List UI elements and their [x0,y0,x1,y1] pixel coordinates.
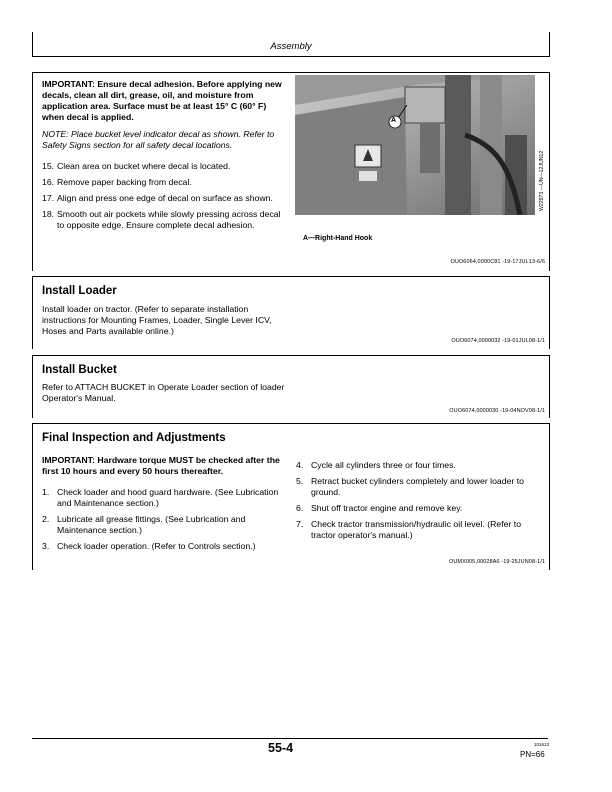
step-text: Clean area on bucket where decal is located. [57,161,231,171]
final-step [42,487,282,509]
final-inspection-title: Final Inspection and Adjustments [42,432,226,444]
step-text: Lubricate all grease fittings. (See Lubrication and Maintenance section.) [57,514,246,535]
final-step [296,503,536,514]
page-number: 55-4 [268,741,294,755]
step-number: 6. [296,503,304,513]
decal-step [42,209,282,231]
step-text: Check loader and hood guard hardware. (See Lubrication and Maintenance section.) [57,487,279,508]
footer-rule [32,738,548,739]
step-text: Cycle all cylinders three or four times. [311,460,456,470]
step-text: Check loader operation. (Refer to Controls section.) [57,541,256,551]
step-text: Align and press one edge of decal on surface as shown. [57,193,273,203]
final-important: IMPORTANT: Hardware torque MUST be checked after the first 10 hours and every 50 hours thereafter. [42,455,280,476]
final-step [296,460,536,471]
install-bucket-section [32,355,550,418]
final-left-steps [42,487,282,557]
step-text: Smooth out air pockets while slowly pressing across decal to opposite edge. Ensure complete decal adhesion. [57,209,281,230]
step-text: Remove paper backing from decal. [57,177,192,187]
final-right-steps [296,460,536,546]
footer-code: 101613 [534,742,550,747]
step-number: 5. [296,476,304,486]
step-number: 16. [42,177,55,187]
install-bucket-title: Install Bucket [42,364,117,376]
step-number: 18. [42,209,55,219]
install-bucket-ref: OUO6074,0000030 -19-04NOV08-1/1 [449,408,545,414]
decal-important: IMPORTANT: Ensure decal adhesion. Before applying new decals, clean all dirt, grease, oil, and moisture from application area. Surface must be at least 15° C (60° F) when decal is applied. [42,79,282,122]
step-number: 15. [42,161,55,171]
decal-section [32,72,550,271]
pn-number: PN=66 [520,750,545,759]
install-loader-section [32,276,550,349]
header-title: Assembly [270,41,312,52]
step-number: 3. [42,541,50,551]
final-step [296,519,536,541]
install-loader-body: Install loader on tractor. (Refer to separate installation instructions for Mounting Frames, Loader, Single Lever ICV, Hoses and Parts available online.) [42,304,272,336]
page-header [32,32,550,57]
decal-note: NOTE: Place bucket level indicator decal as shown. Refer to Safety Signs section for all safety decal locations. [42,129,275,150]
decal-step [42,177,282,188]
final-step [296,476,536,498]
step-number: 7. [296,519,304,529]
step-number: 2. [42,514,50,524]
bucket-hook-photo [295,75,535,215]
step-number: 1. [42,487,50,497]
figure-id: W22973 —UN—12JUN12 [539,150,545,211]
decal-step [42,161,282,172]
decal-step [42,193,282,204]
final-inspection-ref: OUMX005,00028A6 -19-25JUN08-1/1 [448,559,545,565]
step-text: Retract bucket cylinders completely and lower loader to ground. [311,476,524,497]
final-inspection-section [32,423,550,570]
install-loader-title: Install Loader [42,285,117,297]
figure-callout-a: A [391,117,397,124]
install-loader-ref: OUO6074,0000032 -19-01JUL08-1/1 [451,338,545,344]
step-text: Shut off tractor engine and remove key. [311,503,463,513]
install-bucket-body: Refer to ATTACH BUCKET in Operate Loader section of loader Operator's Manual. [42,382,285,403]
figure-caption: A—Right-Hand Hook [303,235,373,242]
decal-steps-list [42,161,282,236]
final-step [42,541,282,552]
decal-ref-code: OUO6064,0000C81 -19-17JUL13-6/6 [450,259,545,265]
step-text: Check tractor transmission/hydraulic oil level. (Refer to tractor operator's manual.) [311,519,522,540]
final-step [42,514,282,536]
step-number: 4. [296,460,304,470]
step-number: 17. [42,193,55,203]
